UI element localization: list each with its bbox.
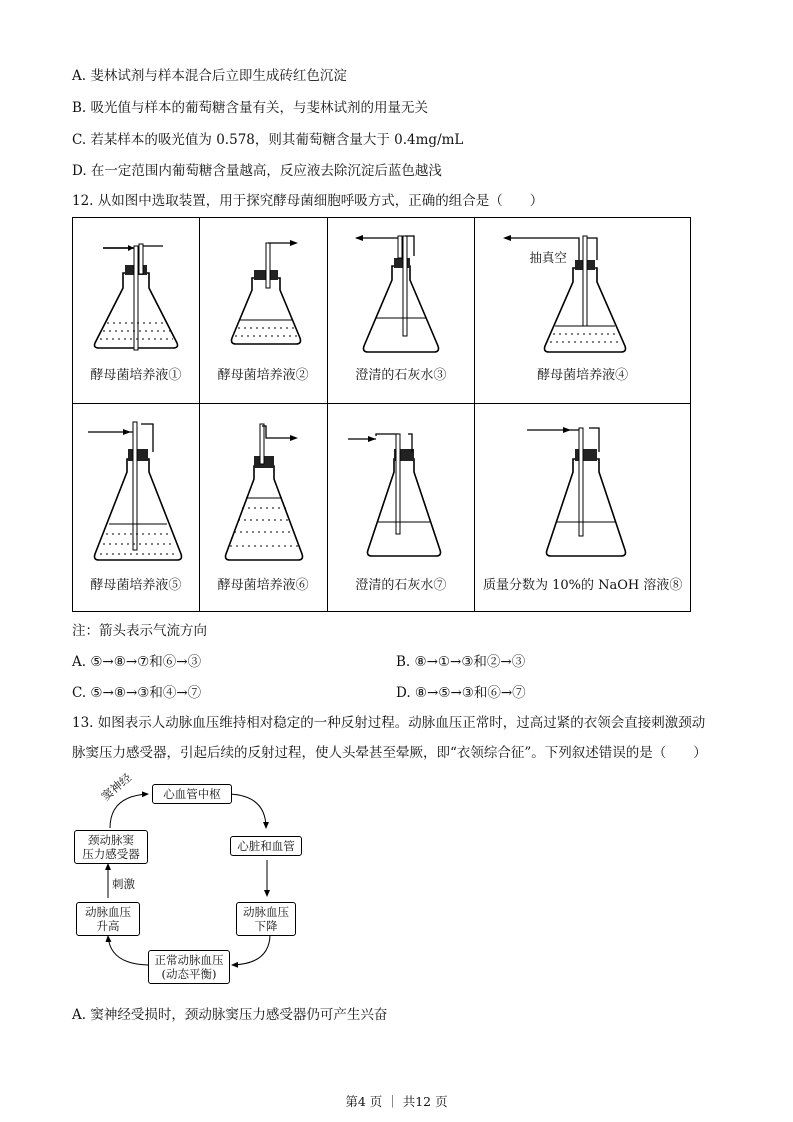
apparatus-cell-6 bbox=[199, 404, 327, 612]
node-bp-down-line2: 下降 bbox=[254, 919, 278, 933]
flask-3-icon bbox=[328, 218, 476, 363]
q12-stem: 12. 从如图中选取装置，用于探究酵母菌细胞呼吸方式，正确的组合是（ ） bbox=[72, 193, 544, 209]
apparatus-cell-2 bbox=[199, 218, 327, 404]
node-bp-up-line2: 升高 bbox=[96, 919, 120, 933]
node-receptor-line1: 颈动脉窦 bbox=[88, 833, 134, 847]
apparatus-cell-3 bbox=[327, 218, 475, 404]
node-bp-down-line1: 动脉血压 bbox=[243, 905, 289, 919]
q11-option-c: C. 若某样本的吸光值为 0.578，则其葡萄糖含量大于 0.4mg/mL bbox=[72, 132, 464, 148]
flask-5-icon bbox=[73, 404, 200, 574]
q12-option-c: C. ⑤→⑧→③和④→⑦ bbox=[72, 685, 202, 701]
flask-6-icon bbox=[200, 404, 328, 574]
reflex-diagram bbox=[70, 770, 310, 981]
node-receptor bbox=[74, 830, 148, 864]
q12-note: 注：箭头表示气流方向 bbox=[72, 623, 207, 639]
flask-2-icon bbox=[200, 218, 328, 358]
node-bp-up bbox=[76, 902, 140, 936]
caption-device-2: 酵母菌培养液② bbox=[217, 368, 309, 383]
node-normal-line2: (动态平衡) bbox=[161, 967, 217, 981]
q13-stem-line1: 13. 如图表示人动脉血压维持相对稳定的一种反射过程。动脉血压正常时，过高过紧的衣领会直接刺激颈动 bbox=[72, 715, 706, 731]
apparatus-cell-4 bbox=[475, 218, 691, 404]
q11-option-d: D. 在一定范围内葡萄糖含量越高，反应液去除沉淀后蓝色越浅 bbox=[72, 163, 442, 179]
caption-device-3: 澄清的石灰水③ bbox=[355, 368, 447, 383]
apparatus-cell-7 bbox=[327, 404, 475, 612]
reflex-arrows bbox=[70, 778, 310, 978]
vacuum-label: 抽真空 bbox=[529, 250, 567, 265]
caption-device-1: 酵母菌培养液① bbox=[90, 368, 182, 383]
flask-4-icon bbox=[475, 218, 691, 363]
label-sinus-nerve: 窦神经 bbox=[98, 770, 135, 804]
flask-7-icon bbox=[328, 404, 476, 574]
q13-option-a: A. 窦神经受损时，颈动脉窦压力感受器仍可产生兴奋 bbox=[72, 1007, 388, 1023]
flask-8-icon bbox=[475, 404, 691, 574]
caption-device-6: 酵母菌培养液⑥ bbox=[217, 578, 309, 593]
flask-1-icon bbox=[73, 218, 200, 358]
caption-device-4: 酵母菌培养液④ bbox=[537, 368, 629, 383]
node-heart-vessels: 心脏和血管 bbox=[230, 836, 302, 856]
caption-device-7: 澄清的石灰水⑦ bbox=[355, 578, 447, 593]
node-normal-bp bbox=[148, 950, 230, 984]
caption-device-5: 酵母菌培养液⑤ bbox=[90, 578, 182, 593]
node-receptor-line2: 压力感受器 bbox=[82, 847, 140, 861]
q12-option-a: A. ⑤→⑧→⑦和⑥→③ bbox=[72, 654, 202, 670]
node-normal-line1: 正常动脉血压 bbox=[154, 953, 224, 967]
q12-option-d: D. ⑧→⑤→③和⑥→⑦ bbox=[396, 685, 526, 701]
apparatus-cell-1 bbox=[73, 218, 200, 404]
q12-option-b: B. ⑧→①→③和②→③ bbox=[396, 654, 526, 670]
node-cardiovascular-center: 心血管中枢 bbox=[152, 784, 232, 804]
node-bp-up-line1: 动脉血压 bbox=[85, 905, 131, 919]
apparatus-cell-8 bbox=[475, 404, 691, 612]
q11-option-b: B. 吸光值与样本的葡萄糖含量有关，与斐林试剂的用量无关 bbox=[72, 100, 429, 116]
q11-option-a: A. 斐林试剂与样本混合后立即生成砖红色沉淀 bbox=[72, 68, 347, 84]
apparatus-table bbox=[72, 217, 691, 612]
label-stimulus: 刺激 bbox=[112, 877, 135, 891]
apparatus-cell-5 bbox=[73, 404, 200, 612]
node-bp-down bbox=[236, 902, 296, 936]
page-footer: 第4 页 ｜ 共12 页 bbox=[345, 1094, 448, 1109]
caption-device-8: 质量分数为 10%的 NaOH 溶液⑧ bbox=[482, 578, 683, 593]
q13-stem-line2: 脉窦压力感受器，引起后续的反射过程，使人头晕甚至晕厥，即“衣领综合征”。下列叙述错误的是（ ） bbox=[72, 745, 707, 761]
